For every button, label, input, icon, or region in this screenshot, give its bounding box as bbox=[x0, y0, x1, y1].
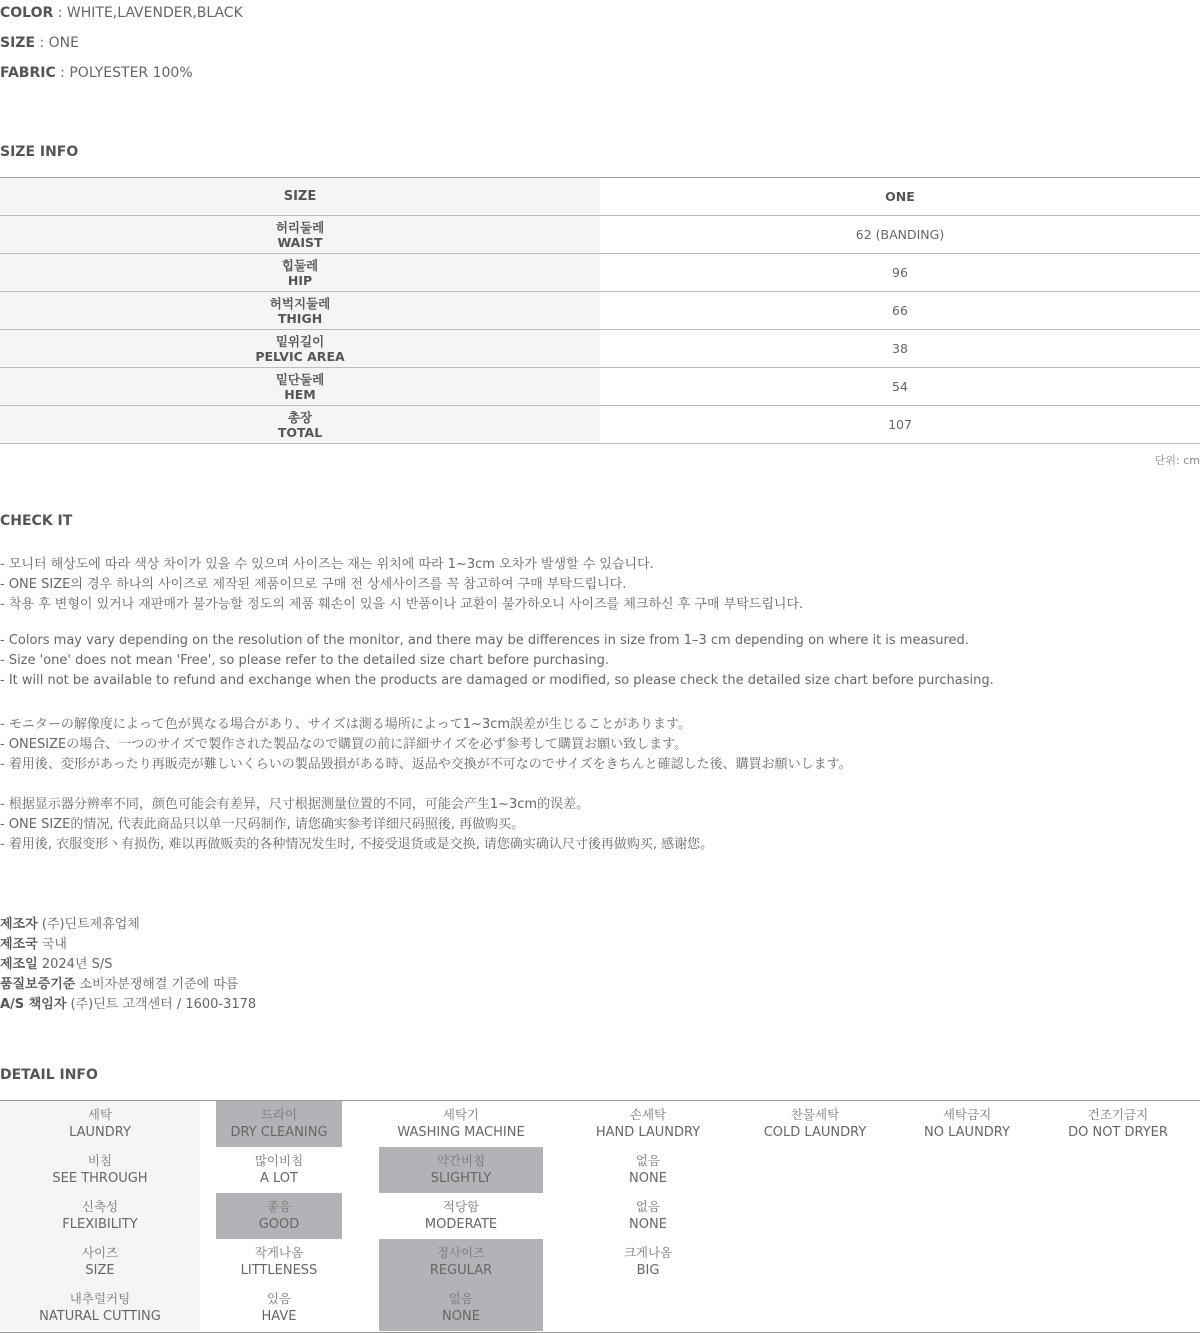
detail-option-a-lot bbox=[216, 1147, 342, 1193]
detail-option-none bbox=[379, 1285, 543, 1331]
size-row-thigh bbox=[0, 292, 1200, 330]
option-ko: 많이비침 bbox=[254, 1153, 304, 1168]
check-line: - 根据显示器分辨率不同，颜色可能会有差异，尺寸根据测量位置的不同，可能会产生1~3cm的误差。 bbox=[0, 797, 590, 812]
maker-value: 2024년 S/S bbox=[37, 957, 113, 972]
label-en: LAUNDRY bbox=[69, 1125, 131, 1140]
maker-value: (주)딘트 고객센터 / 1600-3178 bbox=[66, 997, 257, 1012]
label-ko: 내추럴커팅 bbox=[69, 1291, 131, 1306]
check-line: - Size 'one' does not mean 'Free', so please refer to the detailed size chart before purchasing. bbox=[0, 653, 610, 668]
label-en: FLEXIBILITY bbox=[62, 1217, 138, 1232]
label-en: HIP bbox=[287, 272, 313, 288]
detail-row-natural-cutting bbox=[0, 1285, 1200, 1331]
spec-fabric bbox=[0, 65, 193, 81]
label-ko: 힙둘레 bbox=[281, 257, 319, 273]
detail-row-label bbox=[0, 1101, 200, 1147]
size-header-label: SIZE bbox=[0, 178, 600, 215]
size-info-title: SIZE INFO bbox=[0, 144, 79, 160]
size-row-waist bbox=[0, 216, 1200, 254]
size-row-value: 66 bbox=[892, 303, 908, 318]
detail-row-label bbox=[0, 1147, 200, 1193]
maker-label: A/S 책임자 bbox=[0, 997, 67, 1012]
maker-label: 품질보증기준 bbox=[0, 977, 76, 992]
option-ko: 건조기금지 bbox=[1087, 1107, 1149, 1122]
size-row-value: 107 bbox=[888, 417, 912, 432]
option-ko: 크게나옴 bbox=[623, 1245, 673, 1260]
option-en: LITTLENESS bbox=[240, 1263, 318, 1278]
detail-option-cold-laundry bbox=[740, 1101, 890, 1147]
maker-row bbox=[0, 933, 67, 952]
spec-color bbox=[0, 5, 243, 21]
size-header-value: ONE bbox=[885, 189, 915, 204]
check-line: - Colors may vary depending on the resolution of the monitor, and there may be differences in size from 1–3 cm depending on where it is measured. bbox=[0, 633, 969, 648]
detail-row-label bbox=[0, 1193, 200, 1239]
option-ko: 정사이즈 bbox=[436, 1245, 486, 1260]
size-row-pelvic-area bbox=[0, 330, 1200, 368]
label-ko: 밑단둘레 bbox=[275, 371, 325, 387]
option-ko: 좋음 bbox=[266, 1199, 292, 1214]
option-ko: 있음 bbox=[266, 1291, 292, 1306]
detail-option-do-not-dryer bbox=[1044, 1101, 1192, 1147]
option-ko: 약간비침 bbox=[436, 1153, 486, 1168]
size-row-hem bbox=[0, 368, 1200, 406]
label-en: THIGH bbox=[277, 310, 323, 326]
maker-label: 제조일 bbox=[0, 957, 38, 972]
maker-value: 소비자분쟁해결 기준에 따름 bbox=[75, 977, 239, 992]
maker-label: 제조국 bbox=[0, 937, 38, 952]
label-en: PELVIC AREA bbox=[255, 348, 345, 364]
detail-info-title: DETAIL INFO bbox=[0, 1067, 98, 1083]
label-ko: 총장 bbox=[287, 409, 313, 425]
spec-value: : POLYESTER 100% bbox=[55, 65, 193, 81]
detail-row-label bbox=[0, 1239, 200, 1285]
detail-option-washing-machine bbox=[379, 1101, 543, 1147]
label-ko: 허벅지둘레 bbox=[269, 295, 331, 311]
option-en: DO NOT DRYER bbox=[1068, 1125, 1168, 1140]
size-row-label bbox=[0, 330, 600, 367]
detail-option-no-laundry bbox=[900, 1101, 1034, 1147]
spec-label: SIZE bbox=[0, 35, 36, 51]
maker-row bbox=[0, 973, 238, 992]
maker-value: (주)딘트제휴업체 bbox=[37, 917, 140, 932]
check-line: - ONESIZEの場合、一つのサイズで製作された製品なので購買の前に詳細サイズを必ず参考して購買お願い致します。 bbox=[0, 737, 688, 752]
label-ko: 세탁 bbox=[87, 1107, 113, 1122]
detail-option-dry-cleaning bbox=[216, 1101, 342, 1147]
option-ko: 찬물세탁 bbox=[790, 1107, 840, 1122]
detail-option-slightly bbox=[379, 1147, 543, 1193]
check-line: - モニターの解像度によって色が異なる場合があり、サイズは測る場所によって1~3cm誤差が生じることがあります。 bbox=[0, 717, 691, 732]
option-en: NONE bbox=[442, 1309, 480, 1324]
size-row-value: 54 bbox=[892, 379, 908, 394]
size-row-value: 38 bbox=[892, 341, 908, 356]
option-en: REGULAR bbox=[429, 1263, 493, 1278]
size-row-label bbox=[0, 216, 600, 253]
size-row-label bbox=[0, 406, 600, 443]
option-ko: 세탁금지 bbox=[942, 1107, 992, 1122]
check-line: - ONE SIZE的情况, 代表此商品只以单一尺码制作, 请您确实参考详细尺码照後, 再做购买。 bbox=[0, 817, 525, 832]
option-en: NO LAUNDRY bbox=[924, 1125, 1010, 1140]
detail-row-see-through bbox=[0, 1147, 1200, 1193]
label-ko: 허리둘레 bbox=[275, 219, 325, 235]
size-unit-note: 단위: cm bbox=[1154, 454, 1200, 467]
label-en: WAIST bbox=[277, 234, 323, 250]
size-row-label bbox=[0, 368, 600, 405]
spec-label: FABRIC bbox=[0, 65, 56, 81]
size-row-value: 62 (BANDING) bbox=[855, 227, 945, 242]
maker-row bbox=[0, 993, 256, 1012]
size-row-total bbox=[0, 406, 1200, 444]
detail-option-none bbox=[568, 1147, 728, 1193]
option-ko: 드라이 bbox=[260, 1107, 298, 1122]
detail-option-littleness bbox=[216, 1239, 342, 1285]
option-ko: 세탁기 bbox=[442, 1107, 480, 1122]
label-ko: 밑위길이 bbox=[275, 333, 325, 349]
check-line: - 着用後、変形があったり再販売が難しいくらいの製品毀損がある時、返品や交換が不可なのでサイズをきちんと確認した後、購買お願いします。 bbox=[0, 757, 852, 772]
check-line: - It will not be available to refund and exchange when the products are damaged or modified, so please check the detailed size chart before purchasing. bbox=[0, 673, 994, 688]
detail-option-good bbox=[216, 1193, 342, 1239]
option-ko: 없음 bbox=[635, 1199, 661, 1214]
maker-label: 제조자 bbox=[0, 917, 38, 932]
size-row-label bbox=[0, 254, 600, 291]
detail-option-none bbox=[568, 1193, 728, 1239]
option-en: NONE bbox=[629, 1171, 667, 1186]
spec-label: COLOR bbox=[0, 5, 54, 21]
size-row-label bbox=[0, 292, 600, 329]
detail-option-big bbox=[568, 1239, 728, 1285]
check-line: - 착용 후 변형이 있거나 재판매가 불가능할 정도의 제품 훼손이 있을 시 반품이나 교환이 불가하오니 사이즈를 체크하신 후 구매 부탁드립니다. bbox=[0, 597, 804, 612]
check-line: - ONE SIZE의 경우 하나의 사이즈로 제작된 제품이므로 구매 전 상세사이즈를 꼭 참고하여 구매 부탁드립니다. bbox=[0, 577, 627, 592]
option-ko: 손세탁 bbox=[629, 1107, 667, 1122]
label-en: SEE THROUGH bbox=[52, 1171, 148, 1186]
detail-table bbox=[0, 1100, 1200, 1333]
check-line: - 모니터 해상도에 따라 색상 차이가 있을 수 있으며 사이즈는 재는 위치에 따라 1~3cm 오차가 발생할 수 있습니다. bbox=[0, 557, 654, 572]
option-ko: 없음 bbox=[635, 1153, 661, 1168]
detail-row-size bbox=[0, 1239, 1200, 1285]
size-row-hip bbox=[0, 254, 1200, 292]
option-ko: 없음 bbox=[448, 1291, 474, 1306]
size-table-header bbox=[0, 178, 1200, 216]
detail-option-have bbox=[216, 1285, 342, 1331]
spec-size bbox=[0, 35, 79, 51]
size-row-value: 96 bbox=[892, 265, 908, 280]
detail-option-hand-laundry bbox=[568, 1101, 728, 1147]
label-en: NATURAL CUTTING bbox=[39, 1309, 161, 1324]
option-en: HAVE bbox=[261, 1309, 297, 1324]
option-en: MODERATE bbox=[424, 1217, 498, 1232]
option-en: BIG bbox=[636, 1263, 660, 1278]
label-en: HEM bbox=[284, 386, 316, 402]
label-en: SIZE bbox=[85, 1263, 115, 1278]
maker-value: 국내 bbox=[37, 937, 67, 952]
option-en: A LOT bbox=[260, 1171, 298, 1186]
detail-option-regular bbox=[379, 1239, 543, 1285]
spec-value: : ONE bbox=[35, 35, 79, 51]
option-en: WASHING MACHINE bbox=[397, 1125, 525, 1140]
label-ko: 신축성 bbox=[81, 1199, 119, 1214]
option-en: SLIGHTLY bbox=[430, 1171, 492, 1186]
check-it-title: CHECK IT bbox=[0, 513, 73, 529]
option-en: HAND LAUNDRY bbox=[595, 1125, 701, 1140]
label-en: TOTAL bbox=[277, 424, 323, 440]
detail-option-moderate bbox=[379, 1193, 543, 1239]
check-line: - 着用後, 衣服变形丶有损伤, 难以再做贩卖的各种情况发生时, 不接受退货或是交换, 请您确实确认尺寸後再做购买, 感谢您。 bbox=[0, 837, 714, 852]
spec-value: : WHITE,LAVENDER,BLACK bbox=[53, 5, 243, 21]
detail-row-laundry bbox=[0, 1101, 1200, 1147]
option-en: DRY CLEANING bbox=[230, 1125, 328, 1140]
detail-row-flexibility bbox=[0, 1193, 1200, 1239]
maker-row bbox=[0, 913, 140, 932]
option-en: COLD LAUNDRY bbox=[763, 1125, 867, 1140]
label-ko: 사이즈 bbox=[81, 1245, 119, 1260]
option-ko: 작게나옴 bbox=[254, 1245, 304, 1260]
option-en: NONE bbox=[629, 1217, 667, 1232]
option-ko: 적당함 bbox=[442, 1199, 480, 1214]
detail-row-label bbox=[0, 1285, 200, 1331]
size-table bbox=[0, 177, 1200, 444]
label-ko: 비침 bbox=[87, 1153, 113, 1168]
option-en: GOOD bbox=[258, 1217, 300, 1232]
maker-row bbox=[0, 953, 112, 972]
